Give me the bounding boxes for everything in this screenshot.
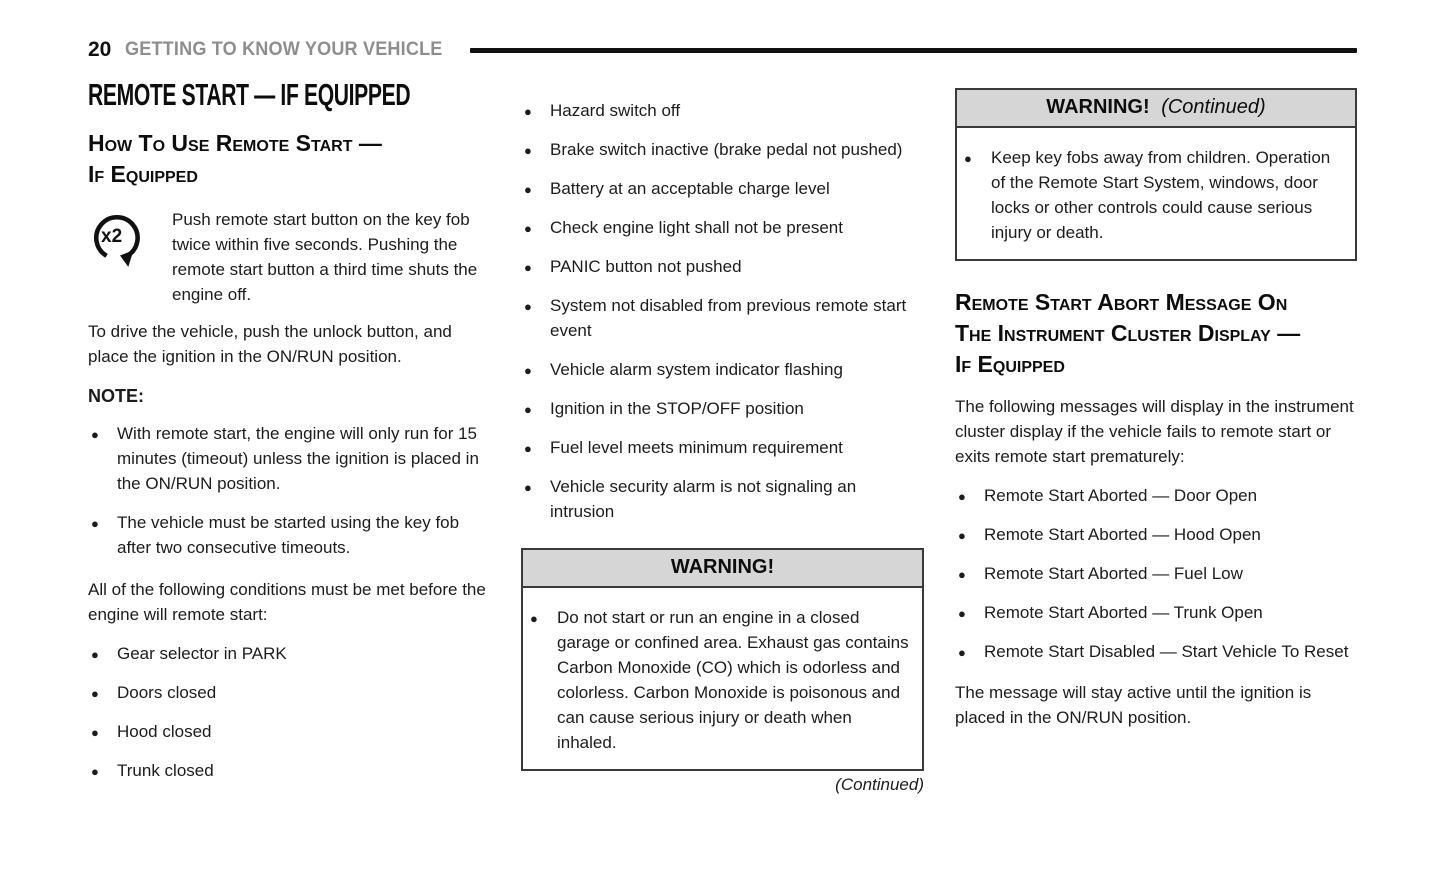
bullet-icon bbox=[524, 474, 532, 500]
abort-heading bbox=[955, 287, 1357, 380]
abort-heading-line1: Remote Start Abort Message On bbox=[955, 289, 1288, 315]
bullet-icon bbox=[958, 483, 966, 509]
warning-list-item bbox=[527, 605, 912, 755]
warning-box bbox=[521, 548, 924, 771]
continued-note: (Continued) bbox=[835, 775, 924, 794]
warning-list-item bbox=[961, 145, 1345, 245]
page-header bbox=[88, 38, 1357, 62]
warning-continued-suffix: (Continued) bbox=[1161, 96, 1266, 118]
bullet-icon bbox=[91, 510, 99, 536]
condition-item-text: Fuel level meets minimum requirement bbox=[550, 438, 843, 457]
howto-heading-line2: If Equipped bbox=[88, 161, 198, 187]
condition-item-text: Vehicle security alarm is not signaling an intrusion bbox=[550, 477, 857, 521]
bullet-icon bbox=[91, 680, 99, 706]
condition-item-text: Vehicle alarm system indicator flashing bbox=[550, 360, 843, 379]
condition-list-item bbox=[521, 176, 924, 201]
warning-title: WARNING! bbox=[1046, 96, 1150, 118]
condition-list-item bbox=[88, 719, 490, 744]
left-conditions-list bbox=[88, 641, 490, 783]
bullet-icon bbox=[958, 639, 966, 665]
condition-list-item bbox=[88, 680, 490, 705]
middle-conditions-list bbox=[521, 98, 924, 524]
condition-item-text: Gear selector in PARK bbox=[117, 644, 287, 663]
warning-continued-body bbox=[957, 128, 1355, 259]
howto-heading-line1: How To Use Remote Start — bbox=[88, 130, 382, 156]
abort-message-text: Remote Start Aborted — Fuel Low bbox=[984, 564, 1243, 583]
condition-item-text: Doors closed bbox=[117, 683, 217, 702]
bullet-icon bbox=[524, 396, 532, 422]
condition-item-text: System not disabled from previous remote start event bbox=[550, 296, 907, 340]
bullet-icon bbox=[524, 215, 532, 241]
bullet-icon bbox=[958, 600, 966, 626]
key-fob-press-twice-icon bbox=[88, 209, 150, 271]
howto-text: Push remote start button on the key fob twice within five seconds. Pushing the remote start button a third time shuts the engine off. bbox=[172, 210, 478, 304]
abort-message-item bbox=[955, 600, 1357, 625]
condition-item-text: Battery at an acceptable charge level bbox=[550, 179, 830, 198]
note-item-text: The vehicle must be started using the key fob after two consecutive timeouts. bbox=[117, 513, 460, 557]
bullet-icon bbox=[524, 137, 532, 163]
condition-item-text: Check engine light shall not be present bbox=[550, 218, 843, 237]
conditions-intro: All of the following conditions must be met before the engine will remote start: bbox=[88, 580, 486, 624]
header-rule bbox=[470, 48, 1357, 53]
section-title: REMOTE START — IF EQUIPPED bbox=[88, 77, 411, 112]
bullet-icon bbox=[524, 176, 532, 202]
bullet-icon bbox=[530, 605, 538, 631]
condition-list-item bbox=[521, 293, 924, 343]
bullet-icon bbox=[964, 145, 972, 171]
abort-heading-line3: If Equipped bbox=[955, 351, 1065, 377]
bullet-icon bbox=[524, 293, 532, 319]
howto-heading bbox=[88, 128, 490, 190]
bullet-icon bbox=[958, 561, 966, 587]
warning-header bbox=[523, 550, 922, 588]
page-number: 20 bbox=[88, 38, 112, 61]
warning-continued-list bbox=[961, 145, 1345, 245]
abort-outro: The message will stay active until the ignition is placed in the ON/RUN position. bbox=[955, 683, 1312, 727]
middle-column bbox=[521, 84, 924, 795]
remote-start-instruction bbox=[88, 207, 490, 307]
warning-title: WARNING! bbox=[670, 556, 775, 578]
condition-list-item bbox=[521, 435, 924, 460]
bullet-icon bbox=[91, 641, 99, 667]
abort-message-item bbox=[955, 522, 1357, 547]
bullet-icon bbox=[91, 421, 99, 447]
x2-icon-label: x2 bbox=[101, 226, 123, 247]
condition-item-text: Hood closed bbox=[117, 722, 212, 741]
bullet-icon bbox=[524, 254, 532, 280]
condition-list-item bbox=[521, 98, 924, 123]
condition-list-item bbox=[88, 641, 490, 666]
abort-intro: The following messages will display in the instrument cluster display if the vehicle fails to remote start or exits remote start prematurely: bbox=[955, 397, 1354, 466]
bullet-icon bbox=[958, 522, 966, 548]
note-list bbox=[88, 421, 490, 560]
condition-item-text: PANIC button not pushed bbox=[550, 257, 742, 276]
condition-item-text: Ignition in the STOP/OFF position bbox=[550, 399, 804, 418]
condition-list-item bbox=[521, 357, 924, 382]
abort-message-item bbox=[955, 639, 1357, 664]
chapter-title: GETTING TO KNOW YOUR VEHICLE bbox=[125, 39, 443, 60]
condition-list-item bbox=[521, 215, 924, 240]
warning-item-text: Do not start or run an engine in a closed garage or confined area. Exhaust gas contains Carbon Monoxide (CO) which is odorless and colorless. Carbon Monoxide is poisonous and can cause serious injury or death when inhaled. bbox=[557, 608, 909, 752]
condition-list-item bbox=[88, 758, 490, 783]
bullet-icon bbox=[524, 357, 532, 383]
condition-item-text: Hazard switch off bbox=[550, 101, 681, 120]
warning-continued-box bbox=[955, 88, 1357, 261]
condition-list-item bbox=[521, 254, 924, 279]
bullet-icon bbox=[524, 98, 532, 124]
condition-item-text: Trunk closed bbox=[117, 761, 214, 780]
abort-message-text: Remote Start Aborted — Hood Open bbox=[984, 525, 1261, 544]
note-list-item bbox=[88, 421, 490, 496]
condition-item-text: Brake switch inactive (brake pedal not pushed) bbox=[550, 140, 903, 159]
condition-list-item bbox=[521, 396, 924, 421]
note-item-text: With remote start, the engine will only run for 15 minutes (timeout) unless the ignition is placed in the ON/RUN position. bbox=[117, 424, 479, 493]
bullet-icon bbox=[524, 435, 532, 461]
left-column bbox=[88, 78, 490, 783]
right-column bbox=[955, 88, 1357, 730]
abort-message-text: Remote Start Aborted — Trunk Open bbox=[984, 603, 1263, 622]
condition-list-item bbox=[521, 474, 924, 524]
warning-item-text: Keep key fobs away from children. Operation of the Remote Start System, windows, door locks or other controls could cause serious injury or death. bbox=[991, 148, 1331, 242]
condition-list-item bbox=[521, 137, 924, 162]
drive-text: To drive the vehicle, push the unlock button, and place the ignition in the ON/RUN position. bbox=[88, 322, 452, 366]
abort-heading-line2: The Instrument Cluster Display — bbox=[955, 320, 1301, 346]
note-list-item bbox=[88, 510, 490, 560]
abort-messages-list bbox=[955, 483, 1357, 664]
bullet-icon bbox=[91, 758, 99, 784]
abort-message-text: Remote Start Aborted — Door Open bbox=[984, 486, 1258, 505]
note-label: NOTE: bbox=[88, 386, 144, 406]
abort-message-text: Remote Start Disabled — Start Vehicle To Reset bbox=[984, 642, 1349, 661]
warning-body bbox=[523, 588, 922, 769]
bullet-icon bbox=[91, 719, 99, 745]
abort-message-item bbox=[955, 483, 1357, 508]
warning-list bbox=[527, 605, 912, 755]
abort-message-item bbox=[955, 561, 1357, 586]
warning-continued-header bbox=[957, 90, 1355, 128]
